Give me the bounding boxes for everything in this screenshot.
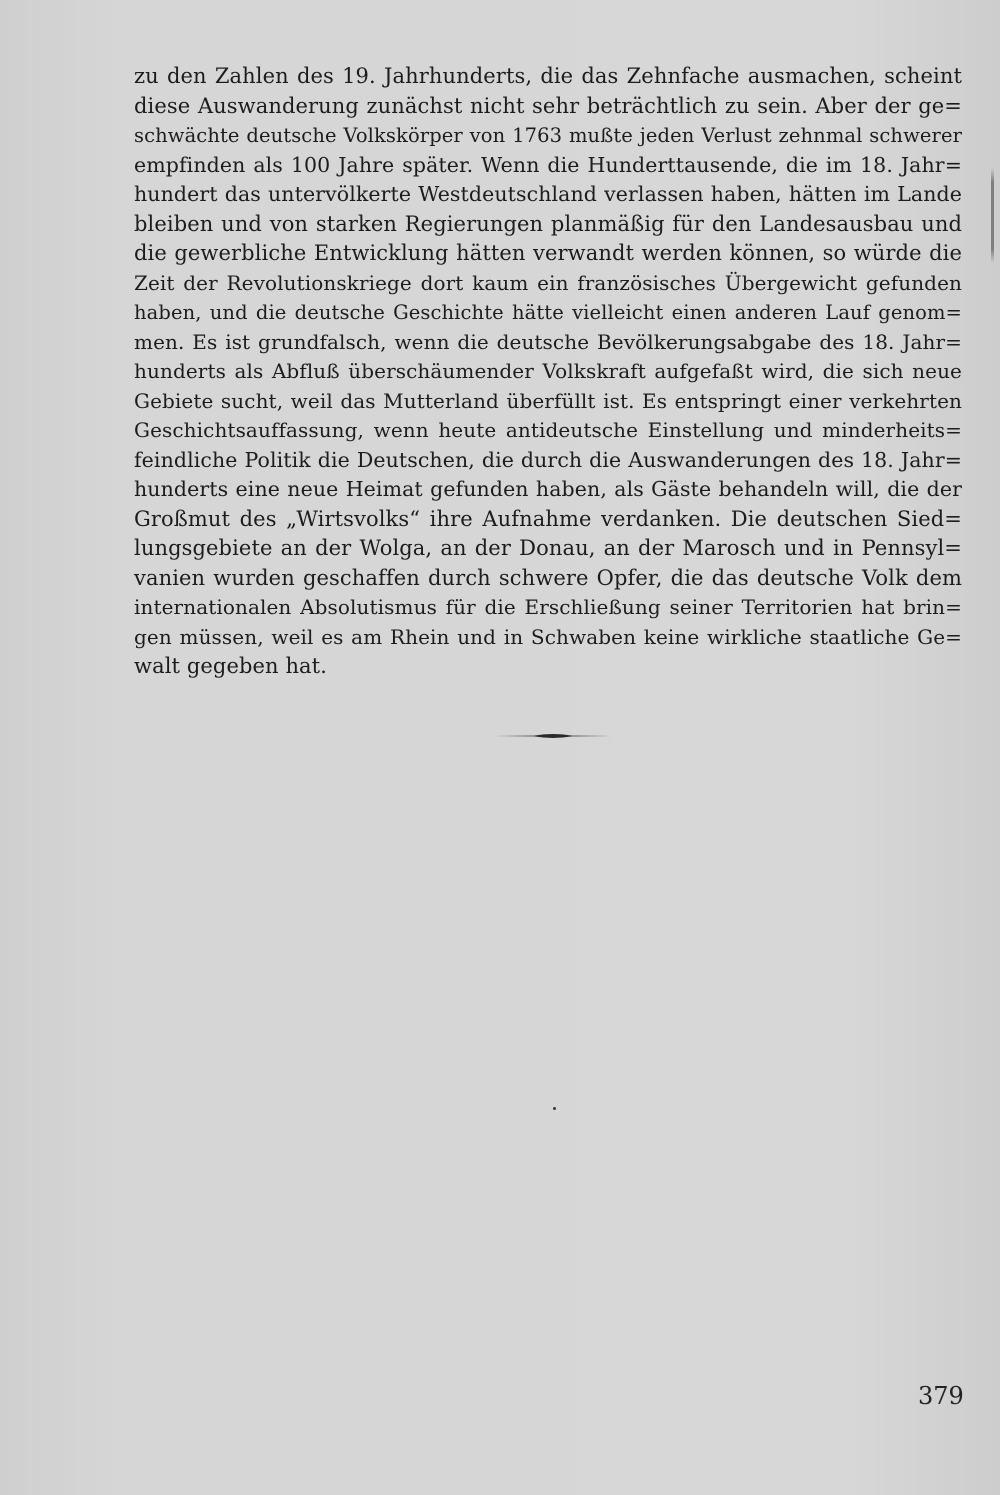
text-line: hundert das untervölkerte Westdeutschland verlassen haben, hätten im Lande (134, 182, 962, 206)
text-line: empfinden als 100 Jahre später. Wenn die Hunderttausende, die im 18. Jahr= (134, 152, 962, 177)
margin-scan-mark (991, 168, 994, 263)
text-line: bleiben und von starken Regierungen planmäßig für den Landesausbau und (134, 211, 962, 236)
section-end-ornament (494, 729, 612, 743)
text-line: internationalen Absolutismus für die Erschließung seiner Territorien hat brin= (134, 595, 962, 619)
text-line: hunderts als Abfluß überschäumender Volkskraft aufgefaßt wird, die sich neue (134, 359, 962, 383)
text-line: zu den Zahlen des 19. Jahrhunderts, die das Zehnfache ausmachen, scheint (134, 64, 962, 88)
text-line: lungsgebiete an der Wolga, an der Donau, an der Marosch und in Pennsyl= (134, 536, 962, 560)
text-line: Großmut des „Wirtsvolks“ ihre Aufnahme verdanken. Die deutschen Sied= (134, 506, 962, 531)
text-line: men. Es ist grundfalsch, wenn die deutsche Bevölkerungsabgabe des 18. Jahr= (134, 329, 962, 354)
paper-speck (553, 1107, 556, 1110)
text-line: hunderts eine neue Heimat gefunden haben, als Gäste behandeln will, die der (134, 477, 962, 501)
text-line: Geschichtsauffassung, wenn heute antideutsche Einstellung und minderheits= (134, 418, 962, 442)
page-number: 379 (918, 1382, 964, 1410)
text-line: gen müssen, weil es am Rhein und in Schwaben keine wirkliche staatliche Ge= (134, 624, 962, 649)
text-line: haben, und die deutsche Geschichte hätte vielleicht einen anderen Lauf genom= (134, 301, 962, 324)
text-line: die gewerbliche Entwicklung hätten verwandt werden können, so würde die (134, 241, 962, 265)
text-line: Gebiete sucht, weil das Mutterland überfüllt ist. Es entspringt einer verkehrten (134, 388, 962, 413)
text-line: walt gegeben hat. (134, 654, 327, 678)
text-line: diese Auswanderung zunächst nicht sehr beträchtlich zu sein. Aber der ge= (134, 93, 962, 118)
text-line: feindliche Politik die Deutschen, die durch die Auswanderungen des 18. Jahr= (134, 447, 962, 472)
body-text (134, 62, 962, 682)
text-line: vanien wurden geschaffen durch schwere Opfer, die das deutsche Volk dem (134, 565, 962, 590)
text-line: Zeit der Revolutionskriege dort kaum ein französisches Übergewicht gefunden (134, 270, 962, 295)
text-line: schwächte deutsche Volkskörper von 1763 mußte jeden Verlust zehnmal schwerer (134, 124, 962, 147)
